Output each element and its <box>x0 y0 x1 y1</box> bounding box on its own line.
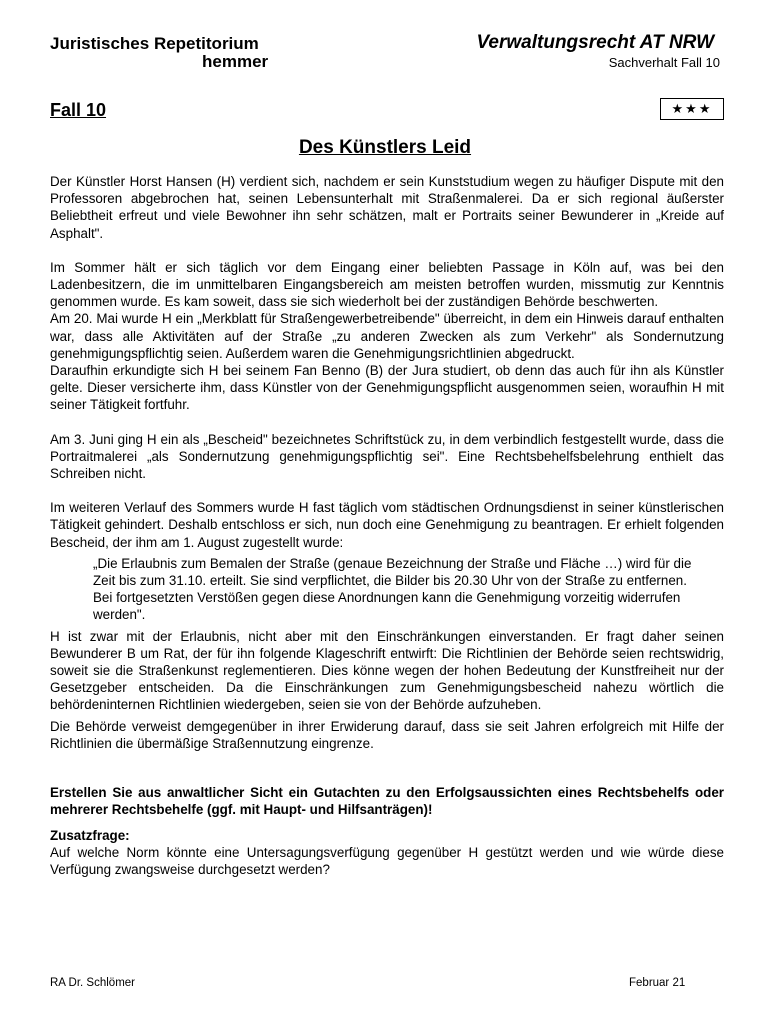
paragraph-bescheid: Am 3. Juni ging H ein als „Bescheid" bezeichnetes Schriftstück zu, in dem verbindlich festgestellt wurde, dass die Portraitmalerei „als Sondernutzung genehmigungspflichtig sei". Eine Rechtsbehelfsbelehrung enthielt das Schreiben nicht. <box>50 431 724 482</box>
zusatz-question: Auf welche Norm könnte eine Untersagungsverfügung gegenüber H gestützt werden und wie würde diese Verfügung zwangsweise durchgesetzt werden? <box>50 844 724 877</box>
header-organization: Juristisches Repetitorium <box>50 34 259 53</box>
footer-date: Februar 21 <box>629 977 686 989</box>
paragraph-benno: Daraufhin erkundigte sich H bei seinem Fan Benno (B) der Jura studiert, ob denn das auch für ihn als Künstler gelte. Dieser versicherte ihm, dass Künstler von der Genehmigungspflicht ausgenommen seien, woraufhin H mit seiner Tätigkeit fortfuhr. <box>50 363 724 413</box>
paragraph-summer: Im Sommer hält er sich täglich vor dem Eingang einer beliebten Passage in Köln auf, was bei den Ladenbesitzern, die im unmittelbaren Eingangsbereich am meisten betroffen wurden, missmutig zur Kenntnis genommen wurde. Es kam soweit, dass sie sich wiederholt bei der zuständigen Behörde beschwerten. <box>50 259 724 310</box>
paragraph-klage: H ist zwar mit der Erlaubnis, nicht aber mit den Einschränkungen einverstanden. Er fragt daher seinen Bewunderer B um Rat, der für ihn folgende Klageschrift entwirft: Die Richtlinien der Behörde seien rechtswidrig, soweit sie die Straßenkunst reglementieren. Dies könne wegen der hohen Bedeutung der Kunstfreiheit nur der Gesetzgeber entscheiden. Da die Einschränkungen zum Genehmigungsbescheid nahezu wörtlich die behördeninternen Richtlinien wiedergeben, seien sie von der Behörde aufzuheben. <box>50 628 724 713</box>
header-case-ref: Sachverhalt Fall 10 <box>608 55 720 70</box>
header-right <box>476 33 720 72</box>
quoted-decision: „Die Erlaubnis zum Bemalen der Straße (genaue Bezeichnung der Straße und Fläche …) wird für die Zeit bis zum 31.10. erteilt. Sie sind verpflichtet, die Bilder bis 20.30 Uhr von der Straße zu entfernen. Bei fortgesetzten Verstößen gegen diese Anordnungen kann die Genehmigung vorzeitig widerrufen werden". <box>93 555 692 623</box>
footer-author: RA Dr. Schlömer <box>50 977 135 989</box>
header-brand: hemmer <box>202 52 269 71</box>
zusatz-label: Zusatzfrage: <box>50 827 130 843</box>
page-title: Des Künstlers Leid <box>298 137 472 158</box>
paragraph-merkblatt: Am 20. Mai wurde H ein „Merkblatt für Straßengewerbetreibende" überreicht, in dem ein Hinweis darauf enthalten war, dass alle Aktivitäten auf der Straße „zu anderen Zwecken als zum Verkehr" als Sondernutzung genehmigungspflichtig seien. Außerdem waren die Genehmigungsrichtlinien abgedruckt. <box>50 311 724 361</box>
header-subject: Verwaltungsrecht AT NRW <box>476 32 714 53</box>
paragraph-genehmigung: Im weiteren Verlauf des Sommers wurde H fast täglich vom städtischen Ordnungsdienst in seiner künstlerischen Tätigkeit gehindert. Deshalb entschloss er sich, nun doch eine Genehmigung zu beantragen. Er erhielt folgenden Bescheid, der ihm am 1. August zugestellt wurde: <box>50 500 724 550</box>
case-label: Fall 10 <box>50 100 107 120</box>
task-instruction: Erstellen Sie aus anwaltlicher Sicht ein Gutachten zu den Erfolgsaussichten eines Rechtsbehelfs oder mehrerer Rechtsbehelfe (ggf. mit Haupt- und Hilfsanträgen)! <box>50 785 724 818</box>
header-left <box>50 35 330 71</box>
paragraph-intro: Der Künstler Horst Hansen (H) verdient sich, nachdem er sein Kunststudium wegen zu häufiger Dispute mit den Professoren abgebrochen hat, seinen Lebensunterhalt mit Straßenmalerei. Da er sich regional äußerster Beliebtheit erfreut und viele Bewohner ihn sehr schätzen, malt er Portraits seiner Bewunderer in „Kreide auf Asphalt". <box>50 174 724 241</box>
case-body <box>50 173 724 878</box>
paragraph-behoerde: Die Behörde verweist demgegenüber in ihrer Erwiderung darauf, dass sie seit Jahren erfolgreich mit Hilfe der Richtlinien die übermäßige Straßennutzung eingrenze. <box>50 718 724 751</box>
difficulty-stars: ★★★ <box>660 98 724 120</box>
